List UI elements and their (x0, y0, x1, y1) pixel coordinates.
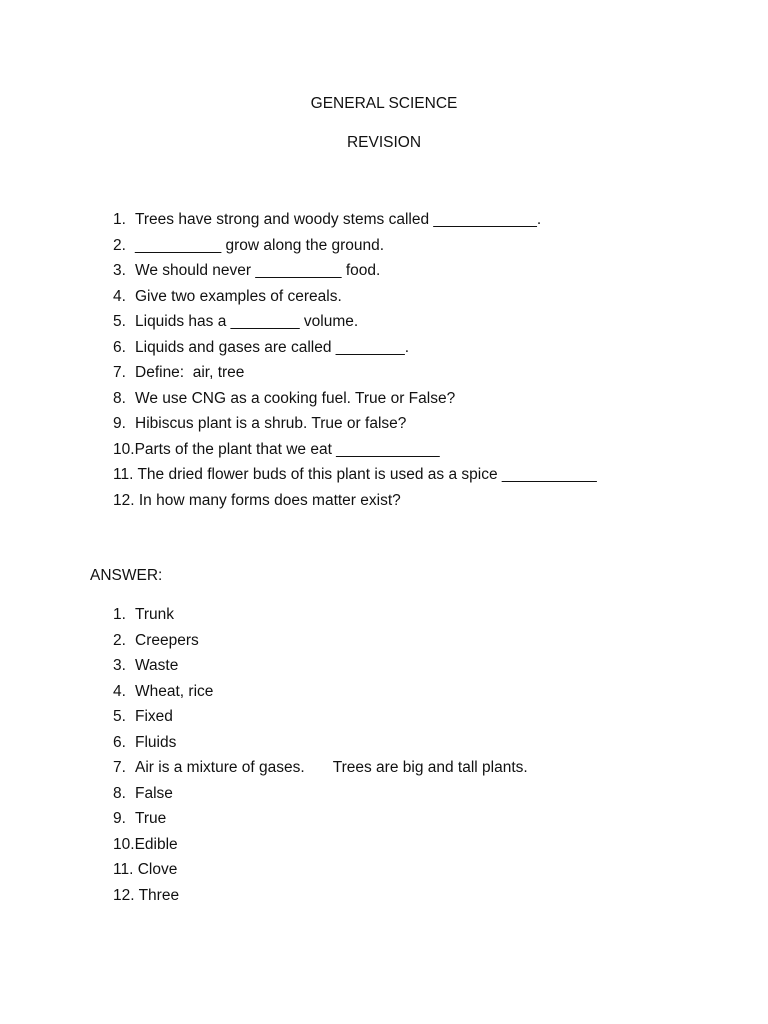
question-text: Liquids and gases are called ________. (135, 338, 410, 356)
answer-list (113, 605, 528, 911)
question-text: We should never __________ food. (135, 262, 381, 279)
answer-text: Wheat, rice (135, 682, 214, 700)
question-text: Give two examples of cereals. (135, 287, 342, 305)
question-number: 5. (113, 313, 126, 330)
answer-number: 4. (113, 682, 126, 700)
answer-item (113, 758, 528, 784)
answer-item (113, 784, 528, 810)
answer-number: 7. (113, 759, 126, 776)
answer-text: True (135, 810, 167, 827)
question-text: In how many forms does matter exist? (138, 491, 401, 509)
question-item (113, 440, 597, 466)
answer-number: 8. (113, 784, 126, 802)
question-number: 1. (113, 211, 126, 228)
answer-item (113, 707, 528, 733)
question-item (113, 338, 597, 364)
question-item (113, 312, 597, 338)
answer-text: Trunk (135, 606, 175, 623)
question-list (113, 210, 597, 516)
answer-item (113, 631, 528, 657)
answer-number: 10. (113, 835, 135, 853)
question-number: 8. (113, 389, 126, 407)
question-text: Parts of the plant that we eat ____________ (134, 440, 440, 458)
answer-text: Creepers (135, 631, 199, 649)
question-item (113, 210, 597, 236)
answer-text: False (135, 784, 173, 802)
document-title: GENERAL SCIENCE (310, 95, 458, 112)
question-text: Trees have strong and woody stems called ____________. (135, 211, 542, 228)
question-item (113, 236, 597, 262)
answer-item (113, 886, 528, 912)
answer-number: 5. (113, 708, 126, 725)
answer-item (113, 860, 528, 886)
question-number: 7. (113, 364, 126, 381)
answer-heading: ANSWER: (90, 567, 163, 584)
answer-number: 3. (113, 657, 126, 674)
answer-number: 6. (113, 733, 126, 751)
question-item (113, 414, 597, 440)
answer-number: 1. (113, 606, 126, 623)
answer-number: 11. (113, 861, 134, 878)
question-number: 11. (113, 466, 134, 483)
answer-text: Edible (134, 835, 178, 853)
answer-text: Waste (135, 657, 179, 674)
question-text: Hibiscus plant is a shrub. True or false? (135, 415, 407, 432)
question-number: 6. (113, 338, 126, 356)
question-item (113, 287, 597, 313)
answer-item (113, 682, 528, 708)
question-item (113, 465, 597, 491)
answer-text: Air is a mixture of gases. (135, 759, 305, 776)
question-text: __________ grow along the ground. (135, 236, 385, 254)
answer-number: 12. (113, 886, 135, 904)
question-number: 10. (113, 440, 135, 458)
question-number: 12. (113, 491, 135, 509)
answer-item (113, 733, 528, 759)
question-number: 3. (113, 262, 126, 279)
answer-text-secondary: Trees are big and tall plants. (332, 759, 528, 776)
answer-text: Three (138, 886, 180, 904)
answer-number: 2. (113, 631, 126, 649)
answer-number: 9. (113, 810, 126, 827)
question-item (113, 261, 597, 287)
question-number: 4. (113, 287, 126, 305)
answer-item (113, 835, 528, 861)
question-item (113, 389, 597, 415)
question-text: Define: air, tree (135, 364, 245, 381)
document-subtitle: REVISION (346, 134, 422, 151)
answer-text: Clove (137, 861, 178, 878)
answer-text: Fluids (135, 733, 177, 751)
answer-item (113, 809, 528, 835)
answer-item (113, 656, 528, 682)
question-number: 2. (113, 236, 126, 254)
answer-text: Fixed (135, 708, 173, 725)
answer-item (113, 605, 528, 631)
question-text: Liquids has a ________ volume. (135, 313, 359, 330)
question-text: We use CNG as a cooking fuel. True or False? (135, 389, 456, 407)
question-number: 9. (113, 415, 126, 432)
question-text: The dried flower buds of this plant is used as a spice ___________ (137, 466, 597, 483)
question-item (113, 491, 597, 517)
question-item (113, 363, 597, 389)
